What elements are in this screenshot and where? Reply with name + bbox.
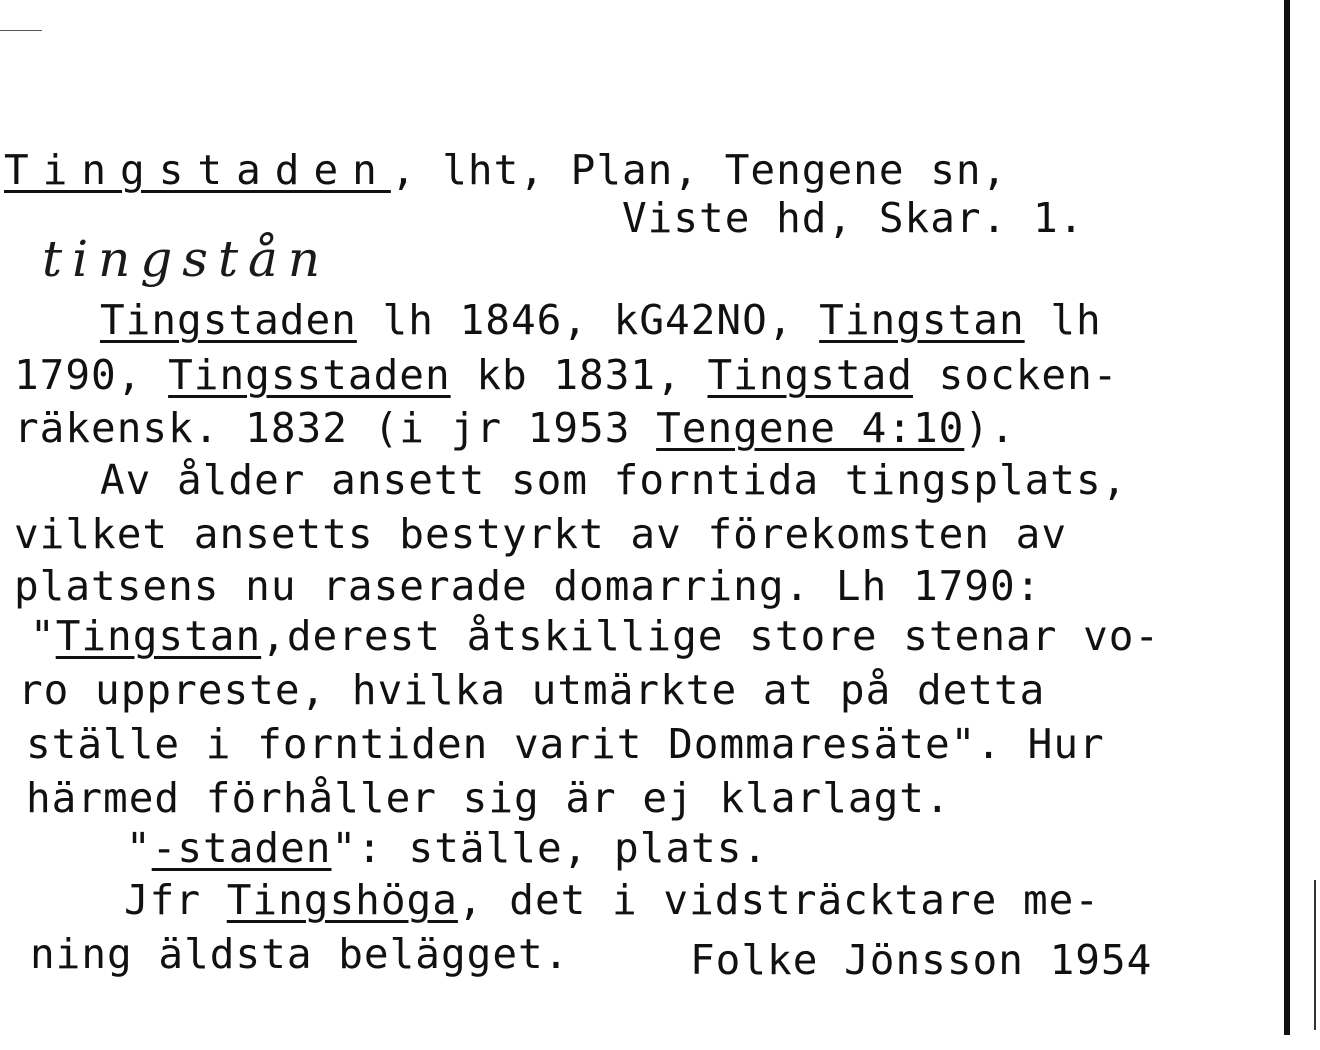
p4-line-2: ning äldsta belägget. — [30, 930, 570, 978]
p4-rest: , det i vidsträcktare me- — [457, 876, 1101, 924]
p2-line-3: platsens nu raserade domarring. Lh 1790: — [14, 562, 1042, 610]
p2-line-1: Av ålder ansett som forntida tingsplats, — [100, 456, 1128, 504]
p3-open: " — [126, 824, 152, 872]
heading-suffix: , lht, Plan, Tengene sn, — [390, 146, 1008, 194]
p2-line-7: härmed förhåller sig är ej klarlagt. — [26, 774, 951, 822]
p1-text-1: lh 1846, kG42NO, — [356, 296, 820, 344]
name-tingshoga: Tingshöga — [226, 876, 458, 924]
term-staden: -staden — [151, 824, 332, 872]
name-tengene: Tengene 4:10 — [656, 404, 965, 452]
p3-line — [126, 824, 769, 872]
corner-mark — [0, 30, 42, 31]
quote-open: " — [30, 612, 56, 660]
name-tingstan-quoted: Tingstan — [55, 612, 262, 660]
card-edge-line — [1284, 0, 1290, 1035]
heading-word: Tingstaden — [4, 146, 391, 194]
p1-text-4: socken- — [912, 351, 1119, 399]
p1-line-2 — [14, 351, 1119, 399]
p1-line-3 — [14, 404, 1016, 452]
p2-line-5: ro uppreste, hvilka utmärkte at på detta — [18, 666, 1046, 714]
handwritten-pronunciation: tingstån — [42, 230, 331, 288]
name-tingstaden: Tingstaden — [100, 296, 357, 344]
p1-line-2-start: 1790, — [14, 351, 169, 399]
p1-text-2: lh — [1024, 296, 1102, 344]
name-tingstad: Tingstad — [707, 351, 913, 399]
p2-line-6: ställe i forntiden varit Dommaresäte". Hur — [26, 720, 1105, 768]
p1-text-5: ). — [964, 404, 1016, 452]
p1-line-3-start: räkensk. 1832 (i jr 1953 — [14, 404, 657, 452]
signature: Folke Jönsson 1954 — [690, 936, 1153, 984]
name-tingsstaden: Tingsstaden — [168, 351, 451, 399]
p4-line-1 — [124, 876, 1101, 924]
location-line-2: Viste hd, Skar. 1. — [622, 194, 1085, 242]
heading-line — [4, 146, 1008, 194]
p3-rest: ": ställe, plats. — [331, 824, 769, 872]
p1-line-1 — [100, 296, 1102, 344]
name-tingstan: Tingstan — [819, 296, 1025, 344]
p1-text-3: kb 1831, — [450, 351, 708, 399]
p4-start: Jfr — [124, 876, 227, 924]
card-edge-line-secondary — [1314, 880, 1316, 1030]
p2-line-2: vilket ansetts bestyrkt av förekomsten av — [14, 510, 1068, 558]
p2-quote-line — [30, 612, 1161, 660]
quote-rest: ,derest åtskillige store stenar vo- — [261, 612, 1161, 660]
